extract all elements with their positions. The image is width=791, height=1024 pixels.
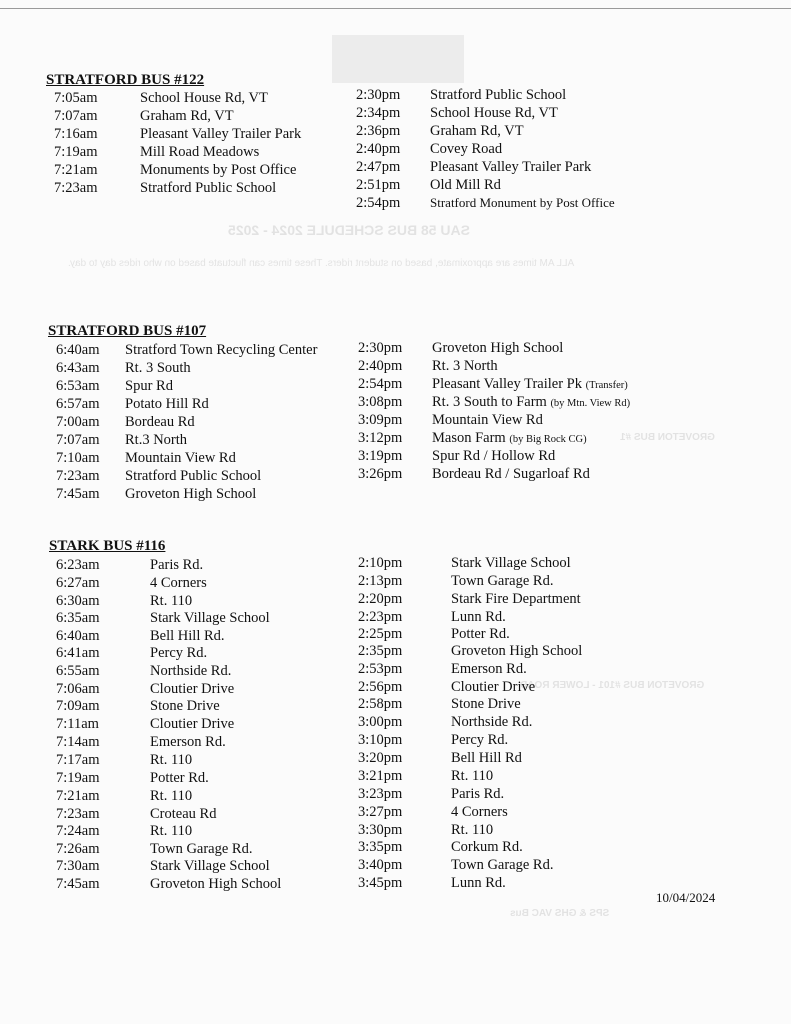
morning-time: 6:57am (56, 396, 100, 412)
afternoon-stop: 4 Corners (451, 804, 508, 820)
afternoon-stop: Lunn Rd. (451, 609, 506, 625)
afternoon-row (0, 786, 791, 804)
afternoon-row (0, 466, 791, 484)
morning-time: 7:45am (56, 876, 100, 892)
afternoon-row (0, 661, 791, 679)
afternoon-stop: Stark Village School (451, 555, 571, 571)
morning-stop: Mountain View Rd (125, 450, 236, 466)
morning-time: 6:43am (56, 360, 100, 376)
afternoon-stop: Emerson Rd. (451, 661, 527, 677)
afternoon-time: 3:40pm (358, 857, 403, 873)
afternoon-time: 2:30pm (356, 87, 401, 103)
afternoon-row (0, 340, 791, 358)
stop-note: (by Big Rock CG) (509, 434, 587, 445)
morning-stop: Percy Rd. (150, 645, 208, 661)
afternoon-stop: Percy Rd. (451, 732, 509, 748)
morning-stop: Rt. 3 South (125, 360, 191, 376)
morning-time: 6:23am (56, 557, 100, 573)
section-title: STRATFORD BUS #107 (48, 323, 207, 339)
afternoon-row (0, 177, 791, 195)
morning-time: 7:16am (54, 126, 98, 142)
top-border-line (0, 8, 791, 9)
morning-stop: Bell Hill Rd. (150, 628, 225, 644)
morning-time: 6:27am (56, 575, 100, 591)
afternoon-time: 3:19pm (358, 448, 403, 464)
afternoon-time: 2:25pm (358, 626, 403, 642)
afternoon-time: 2:36pm (356, 123, 401, 139)
afternoon-row (0, 394, 791, 412)
afternoon-time: 2:20pm (358, 591, 403, 607)
morning-stop: Stratford Public School (125, 468, 262, 484)
afternoon-stop: Northside Rd. (451, 714, 533, 730)
afternoon-time: 3:27pm (358, 804, 403, 820)
morning-stop: Town Garage Rd. (150, 841, 253, 857)
afternoon-stop: Town Garage Rd. (451, 857, 554, 873)
morning-time: 6:30am (56, 593, 100, 609)
afternoon-stop (432, 430, 587, 447)
afternoon-row (0, 750, 791, 768)
morning-stop: Stark Village School (150, 858, 270, 874)
afternoon-stop: Stratford Public School (430, 87, 567, 103)
morning-stop: Croteau Rd (150, 806, 217, 822)
morning-stop: Mill Road Meadows (140, 144, 260, 160)
morning-stop: Cloutier Drive (150, 716, 235, 732)
morning-stop: School House Rd, VT (140, 90, 268, 106)
afternoon-stop (432, 376, 628, 393)
afternoon-stop: Rt. 110 (451, 822, 494, 838)
morning-stop: Monuments by Post Office (140, 162, 297, 178)
morning-stop: Spur Rd (125, 378, 173, 394)
afternoon-time: 3:45pm (358, 875, 403, 891)
revision-date: 10/04/2024 (656, 890, 716, 905)
bleedthrough-heading: SAU 58 BUS SCHEDULE 2024 - 2025 (228, 222, 470, 238)
afternoon-row (0, 105, 791, 123)
stop-name: Mason Farm (432, 430, 506, 446)
afternoon-stop: Stratford Monument by Post Office (430, 195, 615, 210)
morning-time: 7:23am (56, 468, 100, 484)
morning-time: 7:05am (54, 90, 98, 106)
afternoon-row (0, 857, 791, 875)
afternoon-time: 2:40pm (358, 358, 403, 374)
afternoon-stop: Cloutier Drive (451, 679, 536, 695)
afternoon-row (0, 159, 791, 177)
section-title: STARK BUS #116 (49, 538, 166, 554)
morning-time: 6:40am (56, 342, 100, 358)
scan-mark (332, 35, 464, 83)
afternoon-row (0, 123, 791, 141)
afternoon-time: 3:10pm (358, 732, 403, 748)
afternoon-time: 2:54pm (356, 195, 401, 211)
morning-stop: Groveton High School (150, 876, 282, 892)
afternoon-time: 2:40pm (356, 141, 401, 157)
bleedthrough-note: ALL AM times are approximate, based on student riders. These times can fluctuate based on who rides day to day. (68, 258, 575, 269)
afternoon-row (0, 448, 791, 466)
stop-note: (by Mtn. View Rd) (550, 398, 631, 409)
morning-stop: Potter Rd. (150, 770, 209, 786)
afternoon-stop (432, 394, 630, 411)
afternoon-time: 2:51pm (356, 177, 401, 193)
morning-stop: Paris Rd. (150, 557, 204, 573)
afternoon-stop: Bell Hill Rd (451, 750, 522, 766)
afternoon-stop: Groveton High School (432, 340, 564, 356)
morning-time: 7:19am (56, 770, 100, 786)
afternoon-stop: Lunn Rd. (451, 875, 506, 891)
morning-stop: Rt. 110 (150, 788, 193, 804)
morning-time: 7:07am (56, 432, 100, 448)
afternoon-time: 3:20pm (358, 750, 403, 766)
morning-time: 7:17am (56, 752, 100, 768)
bleedthrough-groveton-bus: GROVETON BUS #1 (620, 432, 715, 443)
morning-time: 7:24am (56, 823, 100, 839)
stop-name: Rt. 3 South to Farm (432, 394, 547, 410)
afternoon-stop: Stark Fire Department (451, 591, 581, 607)
section-title: STRATFORD BUS #122 (46, 72, 205, 88)
morning-time: 6:41am (56, 645, 100, 661)
afternoon-row (0, 412, 791, 430)
afternoon-stop: Town Garage Rd. (451, 573, 554, 589)
morning-time: 7:19am (54, 144, 98, 160)
afternoon-time: 3:00pm (358, 714, 403, 730)
morning-stop: Potato Hill Rd (125, 396, 209, 412)
afternoon-time: 2:58pm (358, 696, 403, 712)
stop-note: (Transfer) (585, 380, 628, 391)
morning-stop: Stratford Town Recycling Center (125, 342, 318, 358)
afternoon-stop: Spur Rd / Hollow Rd (432, 448, 556, 464)
afternoon-row (0, 87, 791, 105)
afternoon-stop: Mountain View Rd (432, 412, 543, 428)
morning-time: 7:23am (54, 180, 98, 196)
afternoon-time: 2:47pm (356, 159, 401, 175)
morning-stop: Rt. 110 (150, 823, 193, 839)
morning-stop: Rt.3 North (125, 432, 188, 448)
afternoon-time: 2:56pm (358, 679, 403, 695)
afternoon-stop: Rt. 110 (451, 768, 494, 784)
afternoon-stop: Bordeau Rd / Sugarloaf Rd (432, 466, 590, 482)
afternoon-row (0, 696, 791, 714)
morning-row (0, 486, 791, 504)
morning-time: 7:00am (56, 414, 100, 430)
afternoon-stop: Rt. 3 North (432, 358, 498, 374)
afternoon-row (0, 643, 791, 661)
bleedthrough-vac-bus: SPS & GHS VAC Bus (510, 908, 610, 919)
afternoon-time: 3:08pm (358, 394, 403, 410)
morning-time: 7:11am (56, 716, 99, 732)
afternoon-stop: Groveton High School (451, 643, 583, 659)
morning-time: 6:55am (56, 663, 100, 679)
afternoon-time: 2:34pm (356, 105, 401, 121)
morning-stop: Rt. 110 (150, 752, 193, 768)
morning-time: 7:09am (56, 698, 100, 714)
morning-stop: Stone Drive (150, 698, 220, 714)
afternoon-time: 2:54pm (358, 376, 403, 392)
afternoon-time: 2:35pm (358, 643, 403, 659)
morning-time: 7:10am (56, 450, 100, 466)
morning-time: 6:53am (56, 378, 100, 394)
afternoon-stop: Paris Rd. (451, 786, 505, 802)
morning-time: 7:26am (56, 841, 100, 857)
afternoon-stop: Old Mill Rd (430, 177, 501, 193)
afternoon-row (0, 679, 791, 697)
afternoon-row (0, 555, 791, 573)
afternoon-row (0, 714, 791, 732)
morning-time: 7:07am (54, 108, 98, 124)
morning-time: 7:45am (56, 486, 100, 502)
morning-time: 7:21am (54, 162, 98, 178)
afternoon-stop: School House Rd, VT (430, 105, 558, 121)
afternoon-time: 3:26pm (358, 466, 403, 482)
stop-name: Pleasant Valley Trailer Pk (432, 376, 582, 392)
afternoon-time: 2:30pm (358, 340, 403, 356)
morning-stop: Emerson Rd. (150, 734, 226, 750)
afternoon-row (0, 591, 791, 609)
morning-time: 6:40am (56, 628, 100, 644)
afternoon-stop: Potter Rd. (451, 626, 510, 642)
afternoon-time: 3:12pm (358, 430, 403, 446)
morning-stop: Cloutier Drive (150, 681, 235, 697)
morning-time: 7:30am (56, 858, 100, 874)
afternoon-row (0, 804, 791, 822)
morning-stop: 4 Corners (150, 575, 207, 591)
morning-stop: Groveton High School (125, 486, 257, 502)
afternoon-time: 2:10pm (358, 555, 403, 571)
afternoon-time: 3:35pm (358, 839, 403, 855)
afternoon-time: 3:09pm (358, 412, 403, 428)
bleedthrough-groveton-lower: GROVETON BUS #101 - LOWER ROAD (520, 680, 705, 691)
afternoon-stop: Pleasant Valley Trailer Park (430, 159, 592, 175)
afternoon-time: 3:30pm (358, 822, 403, 838)
morning-stop: Rt. 110 (150, 593, 193, 609)
afternoon-time: 2:53pm (358, 661, 403, 677)
morning-stop: Pleasant Valley Trailer Park (140, 126, 302, 142)
afternoon-time: 3:21pm (358, 768, 403, 784)
morning-stop: Stark Village School (150, 610, 270, 626)
afternoon-row (0, 822, 791, 840)
afternoon-row (0, 573, 791, 591)
morning-stop: Stratford Public School (140, 180, 277, 196)
afternoon-row (0, 430, 791, 448)
morning-stop: Northside Rd. (150, 663, 232, 679)
afternoon-row (0, 358, 791, 376)
afternoon-time: 3:23pm (358, 786, 403, 802)
afternoon-stop: Corkum Rd. (451, 839, 523, 855)
afternoon-row (0, 732, 791, 750)
morning-time: 7:21am (56, 788, 100, 804)
afternoon-stop: Covey Road (430, 141, 503, 157)
morning-time: 7:14am (56, 734, 100, 750)
morning-stop: Graham Rd, VT (140, 108, 234, 124)
afternoon-row (0, 768, 791, 786)
afternoon-time: 2:23pm (358, 609, 403, 625)
afternoon-row (0, 376, 791, 394)
afternoon-stop: Stone Drive (451, 696, 521, 712)
afternoon-row (0, 609, 791, 627)
morning-stop: Bordeau Rd (125, 414, 195, 430)
afternoon-row (0, 195, 791, 213)
morning-time: 6:35am (56, 610, 100, 626)
afternoon-row (0, 141, 791, 159)
morning-time: 7:23am (56, 806, 100, 822)
afternoon-time: 2:13pm (358, 573, 403, 589)
afternoon-row (0, 839, 791, 857)
morning-time: 7:06am (56, 681, 100, 697)
afternoon-stop: Graham Rd, VT (430, 123, 524, 139)
afternoon-row (0, 626, 791, 644)
